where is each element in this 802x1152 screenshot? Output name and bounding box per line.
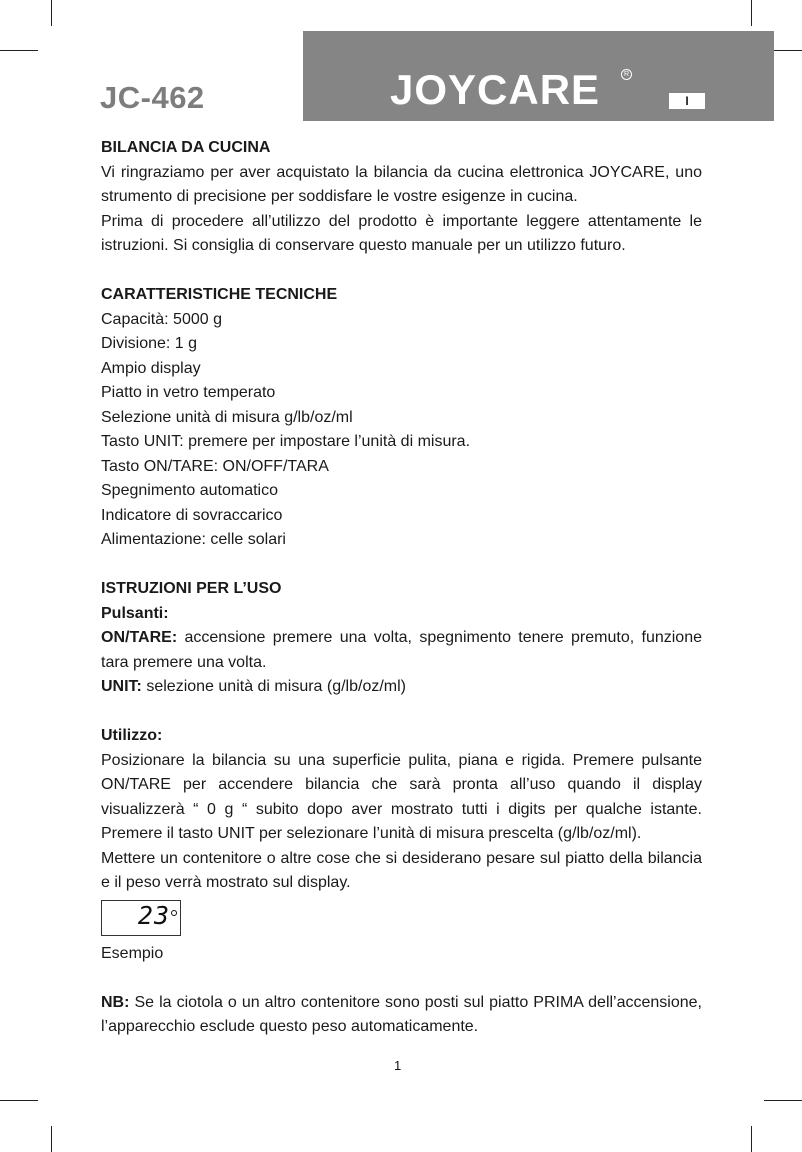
- note-text: Se la ciotola o un altro contenitore sono posti sul piatto PRIMA dell’accensione, l’apparecchio esclude questo peso automaticamente.: [101, 993, 702, 1035]
- unit-description: [101, 675, 702, 700]
- brand-logo: JOYCARE: [390, 66, 601, 113]
- crop-mark: [51, 1126, 52, 1152]
- section-title-instructions: ISTRUZIONI PER L’USO: [101, 580, 282, 597]
- on-tare-text: accensione premere una volta, spegnimento tenere premuto, funzione tara premere una volta.: [101, 629, 702, 671]
- page-number: 1: [394, 1058, 402, 1073]
- spec-item: Capacità: 5000 g: [101, 310, 222, 328]
- on-tare-label: ON/TARE:: [101, 629, 178, 646]
- brand-banner: [303, 31, 774, 121]
- crop-mark: [764, 1100, 802, 1101]
- usage-paragraph: Posizionare la bilancia su una superficie pulita, piana e rigida. Premere pulsante ON/TARE per accendere bilancia che sarà pronta all’uso quando il display visualizzerà “ 0 g “ subito dopo aver mostrato tutti i digits per qualche istante. Premere il tasto UNIT per selezionare l’unità di misura prescelta (g/lb/oz/ml).: [101, 751, 702, 842]
- spec-item: Tasto ON/TARE: ON/OFF/TARA: [101, 457, 329, 475]
- spec-item: Ampio display: [101, 359, 201, 377]
- note-label: NB:: [101, 993, 130, 1011]
- crop-mark: [751, 1126, 752, 1152]
- model-number: JC-462: [100, 80, 205, 115]
- on-tare-description: [101, 626, 702, 675]
- section-title-intro: BILANCIA DA CUCINA: [101, 139, 271, 156]
- intro-paragraph: Vi ringraziamo per aver acquistato la bilancia da cucina elettronica JOYCARE, uno strumento di precisione per soddisfare le vostre esigenze in cucina.: [101, 163, 702, 205]
- lcd-reading: 23: [137, 900, 170, 930]
- language-tab: I: [669, 93, 705, 109]
- intro-paragraph: Prima di procedere all’utilizzo del prodotto è importante leggere attentamente le istruzioni. Si consiglia di conservare questo manuale per un utilizzo futuro.: [101, 212, 702, 254]
- spec-item: Piatto in vetro temperato: [101, 384, 276, 401]
- spec-item: Tasto UNIT: premere per impostare l’unità di misura.: [101, 433, 471, 450]
- spec-item: Indicatore di sovraccarico: [101, 506, 283, 524]
- spec-item: Spegnimento automatico: [101, 482, 278, 499]
- buttons-subtitle: Pulsanti:: [101, 604, 169, 622]
- crop-mark: [751, 0, 752, 26]
- unit-text: selezione unità di misura (g/lb/oz/ml): [146, 678, 407, 695]
- crop-mark: [51, 0, 52, 26]
- unit-label: UNIT:: [101, 678, 142, 695]
- spec-item: Alimentazione: celle solari: [101, 531, 286, 548]
- spec-item: Divisione: 1 g: [101, 335, 198, 352]
- example-caption: Esempio: [101, 944, 164, 962]
- crop-mark: [0, 1100, 38, 1101]
- usage-subtitle: Utilizzo:: [101, 727, 163, 744]
- crop-mark: [0, 50, 38, 51]
- display-example: [101, 900, 702, 940]
- section-title-specs: CARATTERISTICHE TECNICHE: [101, 286, 338, 303]
- manual-content: [101, 136, 702, 1040]
- note-paragraph: [101, 991, 702, 1040]
- degree-icon: [171, 910, 177, 916]
- lcd-display-illustration: [101, 900, 181, 936]
- spec-item: Selezione unità di misura g/lb/oz/ml: [101, 408, 353, 426]
- registered-mark-icon: R: [621, 69, 632, 80]
- usage-paragraph: Mettere un contenitore o altre cose che si desiderano pesare sul piatto della bilancia e il peso verrà mostrato sul display.: [101, 849, 702, 891]
